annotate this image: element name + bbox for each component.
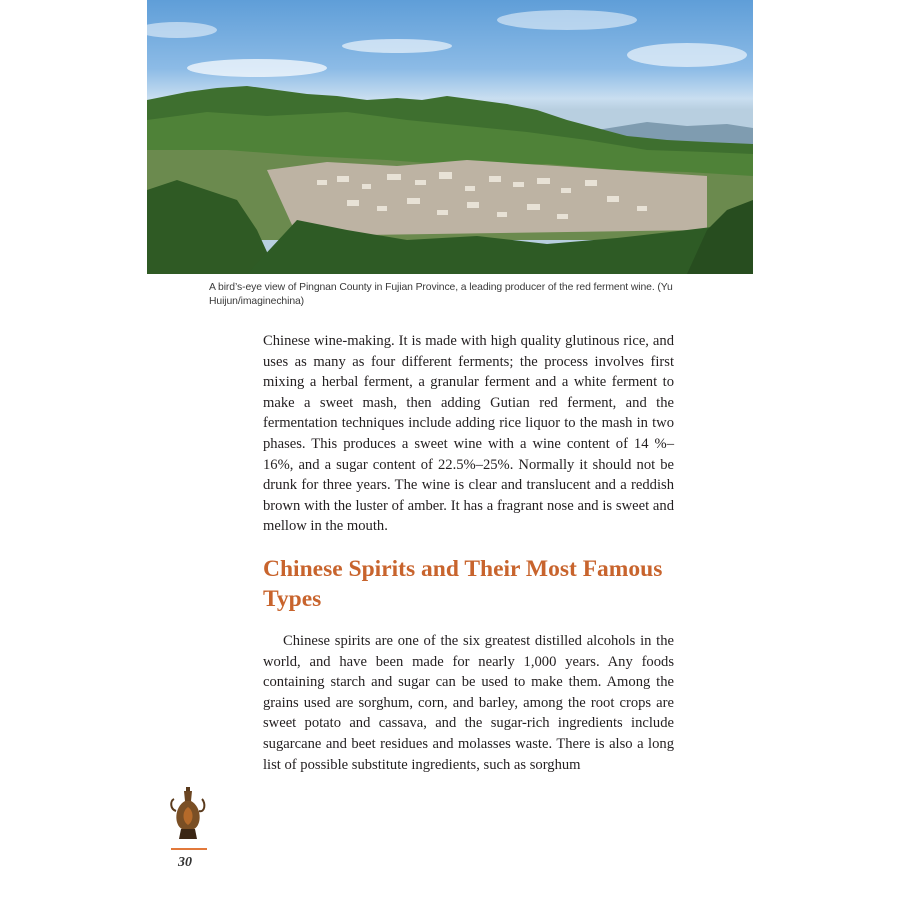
wine-ewer-icon: [168, 785, 208, 843]
section-heading: Chinese Spirits and Their Most Famous Types: [263, 556, 663, 612]
landscape-illustration: [147, 0, 753, 274]
photo-caption: A bird’s-eye view of Pingnan County in Fujian Province, a leading producer of the red ferment wine. (Yu Huijun/imaginechina): [209, 282, 673, 307]
body-paragraph-1: Chinese wine-making. It is made with high quality glutinous rice, and uses as many as four different ferments; the process involves first mixing a herbal ferment, a granular ferment and a white ferment to make a sweet mash, then adding Gutian red ferment, and the fermentation techniques include adding rice liquor to the mash in two phases. This produces a sweet wine with a wine content of 14 %–16%, and a sugar content of 22.5%–25%. Normally it should not be drunk for three years. The wine is clear and translucent and a reddish brown with the luster of amber. It has a fragrant nose and is sweet and mellow in the mouth.: [263, 333, 674, 535]
body-paragraph-2: Chinese spirits are one of the six greatest distilled alcohols in the world, and have been made for nearly 1,000 years. Any foods containing starch and sugar can be used to make them. Among the grains used are sorghum, corn, and barley, among the root crops are sweet potato and cassava, and the sugar-rich ingredients include sugarcane and beet residues and molasses waste. There is also a long list of possible substitute ingredients, such as sorghum: [263, 633, 674, 773]
page-number: 30: [178, 855, 192, 870]
folio-rule: [171, 848, 207, 850]
pingnan-county-photo: [147, 0, 753, 274]
